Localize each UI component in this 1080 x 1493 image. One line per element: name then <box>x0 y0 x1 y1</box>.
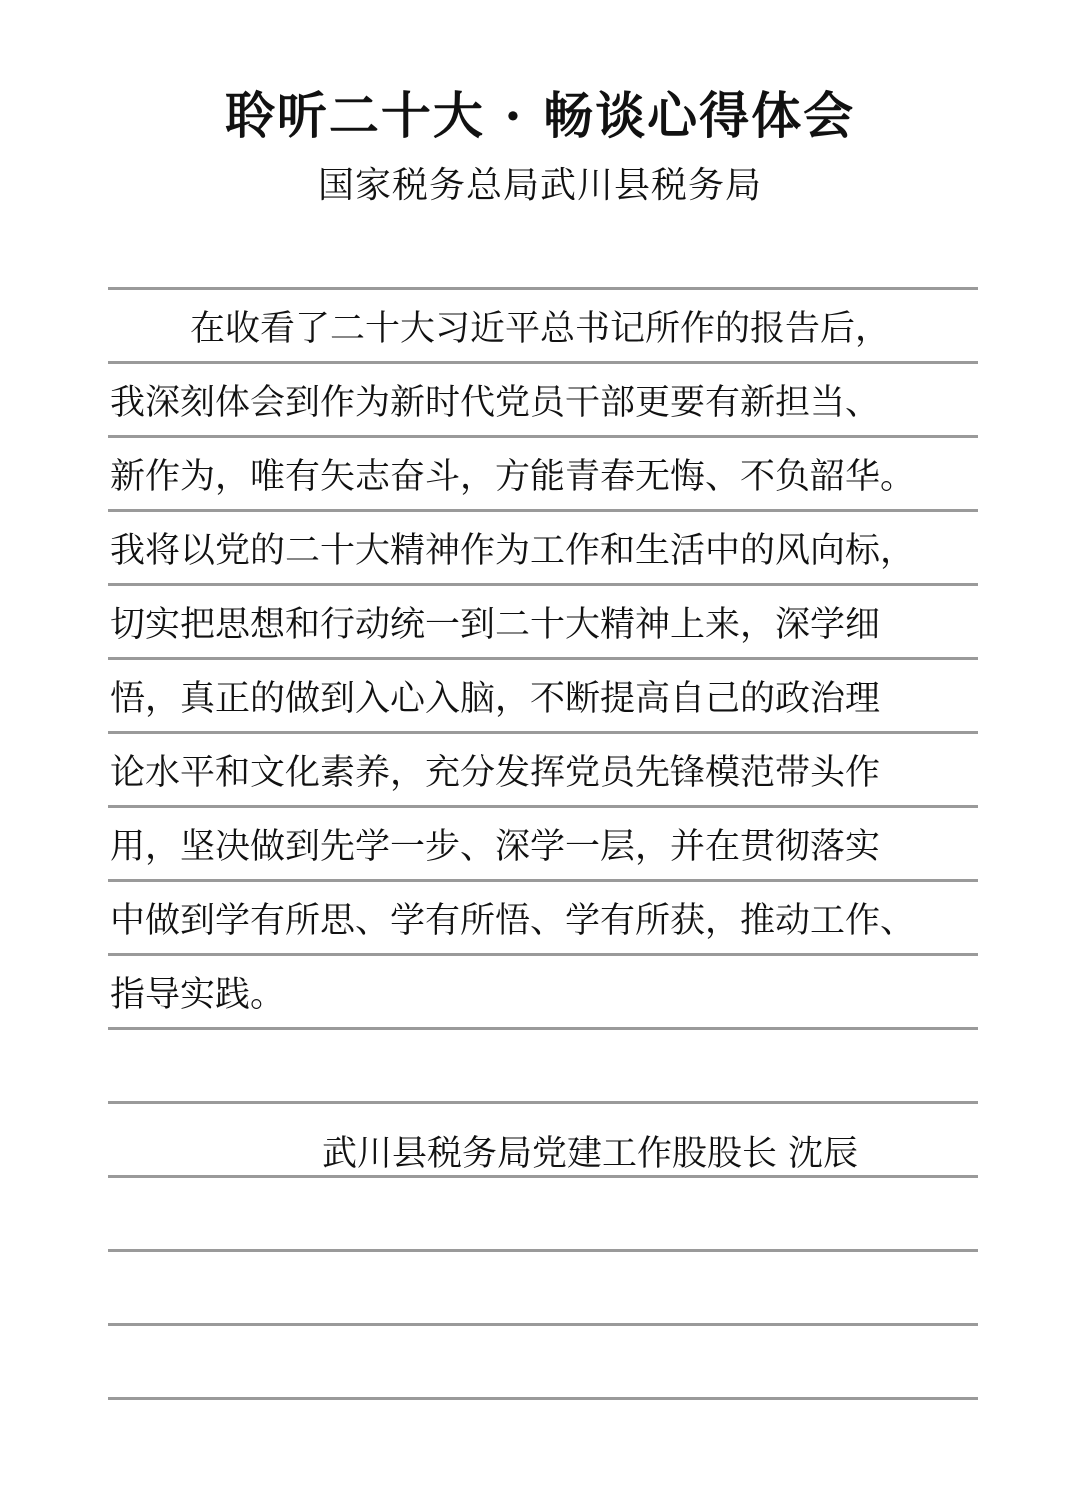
body-line: 新作为，唯有矢志奋斗，方能青春无悔、不负韶华。 <box>110 457 916 497</box>
body-line: 指导实践。 <box>110 975 286 1015</box>
body-line: 在收看了二十大习近平总书记所作的报告后， <box>190 309 891 349</box>
signature: 武川县税务局党建工作股股长 沈辰 <box>322 1134 859 1174</box>
ruled-line <box>108 1249 978 1252</box>
ruled-line <box>108 731 978 734</box>
page-title: 聆听二十大 · 畅谈心得体会 <box>224 86 856 145</box>
body-line: 切实把思想和行动统一到二十大精神上来，深学细 <box>110 605 881 645</box>
body-line: 用，坚决做到先学一步、深学一层，并在贯彻落实 <box>110 827 881 867</box>
ruled-line <box>108 657 978 660</box>
body-line: 我将以党的二十大精神作为工作和生活中的风向标， <box>110 531 916 571</box>
ruled-line <box>108 509 978 512</box>
ruled-line <box>108 583 978 586</box>
ruled-line <box>108 879 978 882</box>
body-line: 悟，真正的做到入心入脑，不断提高自己的政治理 <box>110 679 881 719</box>
ruled-line <box>108 287 978 290</box>
ruled-line <box>108 1101 978 1104</box>
ruled-line <box>108 1323 978 1326</box>
body-line: 论水平和文化素养，充分发挥党员先锋模范带头作 <box>110 753 881 793</box>
ruled-line <box>108 361 978 364</box>
ruled-line <box>108 1027 978 1030</box>
body-line: 我深刻体会到作为新时代党员干部更要有新担当、 <box>110 383 881 423</box>
body-line: 中做到学有所思、学有所悟、学有所获，推动工作、 <box>110 901 916 941</box>
page-subtitle: 国家税务总局武川县税务局 <box>317 165 762 206</box>
ruled-line <box>108 805 978 808</box>
ruled-line <box>108 1397 978 1400</box>
ruled-line <box>108 435 978 438</box>
ruled-line <box>108 953 978 956</box>
